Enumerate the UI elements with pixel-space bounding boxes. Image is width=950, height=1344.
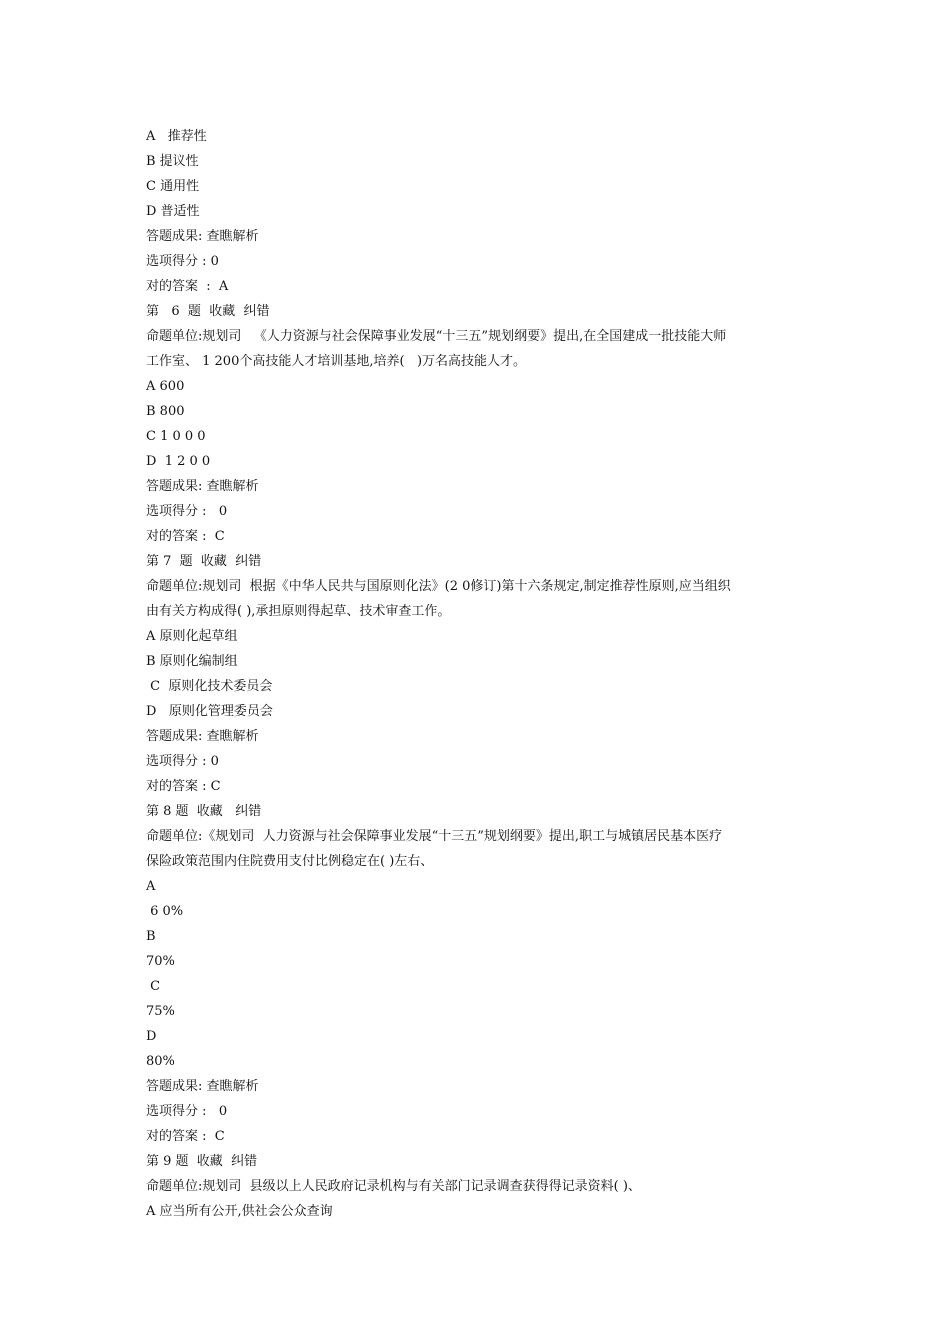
question-text: 工作室、 1 200个高技能人才培训基地,培养( )万名高技能人才。: [146, 354, 527, 369]
option-b: B 提议性: [146, 154, 199, 169]
question-text: 由有关方构成得( ),承担原则得起草、技术审查工作。: [146, 604, 451, 619]
option-b-label: B: [146, 929, 156, 944]
option-score: 选项得分 : 0: [146, 504, 228, 519]
question-text: 命题单位:规划司 根据《中华人民共与国原则化法》(2 0修订)第十六条规定,制定推荐性原则,应当组织: [146, 579, 731, 594]
option-a: A 原则化起草组: [146, 629, 238, 644]
answer-result: 答题成果: 查瞧解析: [146, 479, 259, 494]
answer-result: 答题成果: 查瞧解析: [146, 229, 259, 244]
option-d-label: D: [146, 1029, 157, 1044]
option-a: A 推荐性: [146, 129, 207, 144]
option-b-value: 70%: [146, 954, 175, 969]
correct-answer: 对的答案 : C: [146, 1129, 225, 1144]
question-header: 第 8 题 收藏 纠错: [146, 804, 262, 819]
option-b: B 800: [146, 404, 185, 419]
document-body: [146, 124, 826, 1224]
option-a: A 应当所有公开,供社会公众查询: [146, 1204, 333, 1219]
option-c: C 通用性: [146, 179, 200, 194]
question-header: 第 7 题 收藏 纠错: [146, 554, 262, 569]
option-c: C 1 0 0 0: [146, 429, 206, 444]
option-c-value: 75%: [146, 1004, 175, 1019]
question-text: 命题单位:规划司 《人力资源与社会保障事业发展“十三五”规划纲要》提出,在全国建成一批技能大师: [146, 329, 727, 344]
answer-result: 答题成果: 查瞧解析: [146, 1079, 259, 1094]
answer-result: 答题成果: 查瞧解析: [146, 729, 259, 744]
option-d-value: 80%: [146, 1054, 175, 1069]
correct-answer: 对的答案 : A: [146, 279, 229, 294]
option-score: 选项得分 : 0: [146, 254, 219, 269]
question-text: 命题单位:规划司 县级以上人民政府记录机构与有关部门记录调查获得得记录资料( )、: [146, 1179, 641, 1194]
option-a-value: 6 0%: [146, 904, 184, 919]
correct-answer: 对的答案 : C: [146, 529, 225, 544]
option-score: 选项得分 : 0: [146, 1104, 228, 1119]
question-header: 第 6 题 收藏 纠错: [146, 304, 270, 319]
option-d: D 原则化管理委员会: [146, 704, 273, 719]
option-b: B 原则化编制组: [146, 654, 238, 669]
question-text: 保险政策范围内住院费用支付比例稳定在( )左右、: [146, 854, 434, 869]
option-score: 选项得分 : 0: [146, 754, 219, 769]
option-c: C 原则化技术委员会: [146, 679, 273, 694]
correct-answer: 对的答案 : C: [146, 779, 221, 794]
option-a: A 600: [146, 379, 185, 394]
option-d: D 普适性: [146, 204, 200, 219]
question-header: 第 9 题 收藏 纠错: [146, 1154, 258, 1169]
option-a-label: A: [146, 879, 156, 894]
option-d: D 1 2 0 0: [146, 454, 211, 469]
option-c-label: C: [146, 979, 161, 994]
question-text: 命题单位:《规划司 人力资源与社会保障事业发展“十三五”规划纲要》提出,职工与城镇居民基本医疗: [146, 829, 723, 844]
